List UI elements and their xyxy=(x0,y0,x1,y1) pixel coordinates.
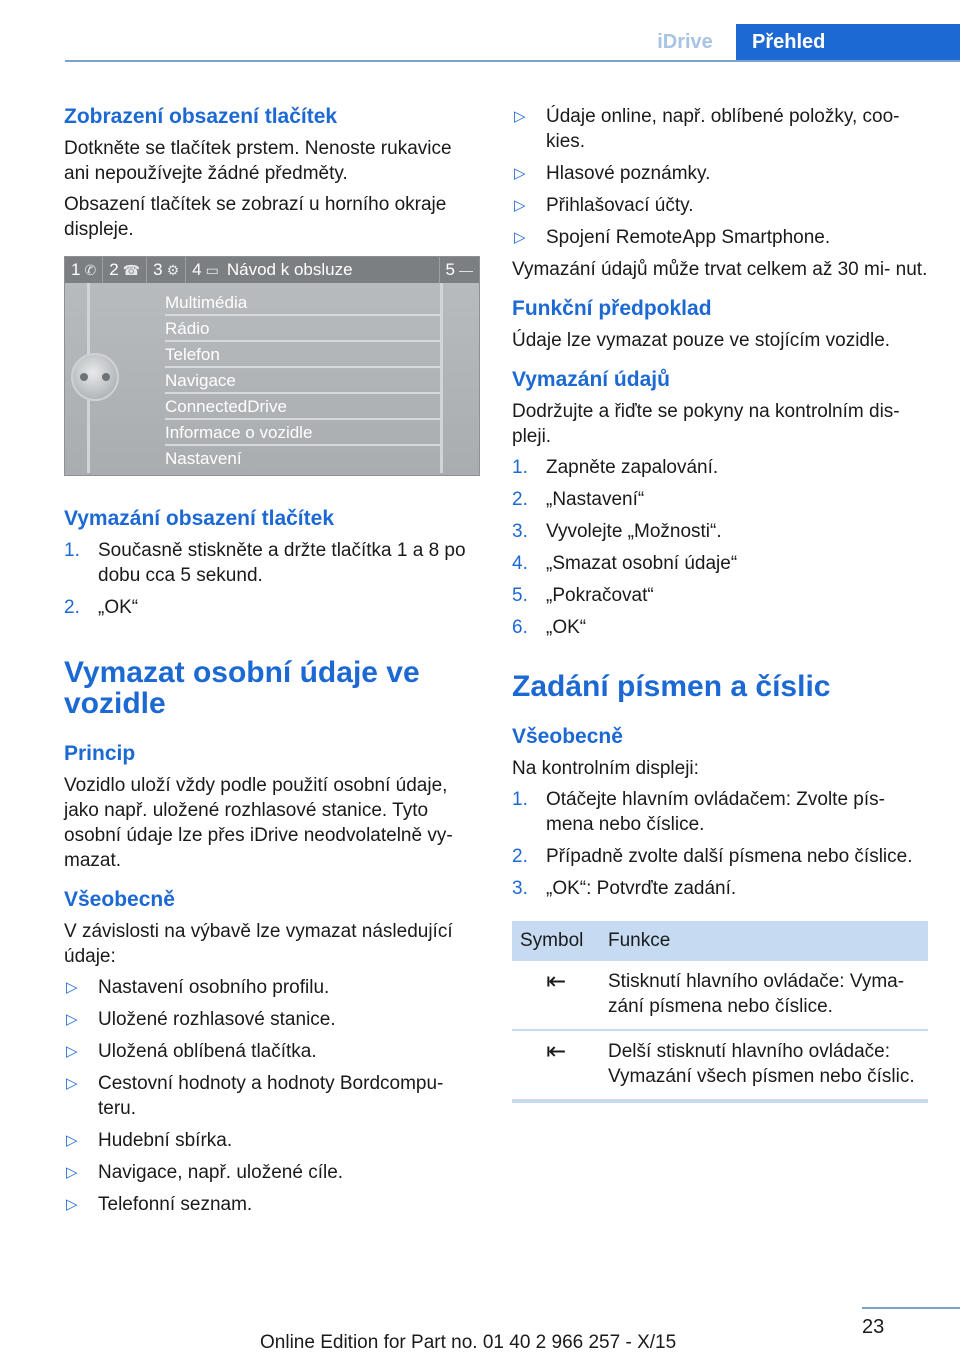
phone-icon: ☎ xyxy=(122,261,141,278)
triangle-bullet-icon: ▷ xyxy=(66,1132,78,1149)
list-item: ▷ Hudební sbírka. xyxy=(66,1130,233,1151)
list-item: 2. „OK“ xyxy=(64,597,139,618)
header-chapter-tab: Přehled xyxy=(736,24,960,60)
delete-arrow-icon: ⇤ xyxy=(512,961,600,1030)
edition-note: Online Edition for Part no. 01 40 2 966 257 - X/15 xyxy=(260,1332,677,1353)
list-item: ▷ Cestovní hodnoty a hodnoty Bordcompu‐ teru. xyxy=(66,1073,444,1119)
symbol-table xyxy=(512,921,928,1103)
list-item: 2. „Nastavení“ xyxy=(512,489,645,510)
list-item: ▷ Telefonní seznam. xyxy=(66,1194,253,1215)
list-item: 2. Případně zvolte další písmena nebo číslice. xyxy=(512,846,913,867)
list-item: ▷ Uložené rozhlasové stanice. xyxy=(66,1009,336,1030)
paragraph-delete-data: Dodržujte a řiďte se pokyny na kontrolním dis‐ pleji. xyxy=(512,401,900,447)
column-header-function: Funkce xyxy=(600,921,928,961)
header-rule xyxy=(65,60,960,62)
paragraph-prerequisite: Údaje lze vymazat pouze ve stojícím vozidle. xyxy=(512,330,891,351)
clear-buttons-steps xyxy=(64,538,480,620)
triangle-bullet-icon: ▷ xyxy=(66,979,78,996)
paragraph-display-top: Obsazení tlačítek se zobrazí u horního okraje displeje. xyxy=(64,194,447,240)
screen-menu-item: ConnectedDrive xyxy=(165,394,441,420)
controller-knob-icon xyxy=(71,353,119,401)
left-column xyxy=(64,104,480,1224)
list-item: 1. Zapněte zapalování. xyxy=(512,457,719,478)
column-header-symbol: Symbol xyxy=(512,921,600,961)
hands-free-icon: ✆ xyxy=(84,261,97,278)
screen-tab-2: 2 ☎ xyxy=(103,257,147,283)
entry-steps xyxy=(512,787,928,901)
paragraph-principle: Vozidlo uloží vždy podle použití osobní údaje, jako např. uložené rozhlasové stanice. Tyto osobní údaje lze přes iDrive neodvolatelně vy‐ mazat. xyxy=(64,775,453,871)
triangle-bullet-icon: ▷ xyxy=(514,197,526,214)
triangle-bullet-icon: ▷ xyxy=(514,229,526,246)
paragraph-touch-buttons: Dotkněte se tlačítek prstem. Nenoste rukavice ani nepoužívejte žádné předměty. xyxy=(64,138,452,184)
table-row xyxy=(512,961,928,1030)
right-column xyxy=(512,104,928,1103)
screen-menu-item: Navigace xyxy=(165,368,441,394)
table-cell-function: Delší stisknutí hlavního ovládače: Vymazání všech písmen nebo číslic. xyxy=(600,1030,928,1101)
table-header-row xyxy=(512,921,928,961)
list-item: 1. Otáčejte hlavním ovládačem: Zvolte pís‐ mena nebo číslice. xyxy=(512,789,885,835)
paragraph-on-display: Na kontrolním displeji: xyxy=(512,758,699,779)
screen-main-menu xyxy=(165,290,441,472)
screen-menu-item: Telefon xyxy=(165,342,441,368)
chapter-title-delete-personal-data: Vymazat osobní údaje ve vozidle xyxy=(64,656,420,720)
list-item: 4. „Smazat osobní údaje“ xyxy=(512,553,738,574)
footer-rule xyxy=(862,1307,960,1309)
list-item: 5. „Pokračovat“ xyxy=(512,585,654,606)
header-section-label: iDrive xyxy=(657,31,713,53)
list-item: 3. „OK“: Potvrďte zadání. xyxy=(512,878,737,899)
idrive-screen-image xyxy=(64,256,480,476)
section-title-general-2: Všeobecně xyxy=(512,725,623,748)
deletable-data-list xyxy=(64,975,480,1217)
list-item: ▷ Nastavení osobního profilu. xyxy=(66,977,330,998)
list-item: ▷ Údaje online, např. oblíbené položky, coo‐ kies. xyxy=(514,106,900,152)
section-title-prerequisite: Funkční předpoklad xyxy=(512,297,712,320)
screen-menu-item: Informace o vozidle xyxy=(165,420,441,446)
section-title-general: Všeobecně xyxy=(64,888,175,911)
gear-icon: ⚙ xyxy=(166,261,180,278)
list-item: ▷ Navigace, např. uložené cíle. xyxy=(66,1162,344,1183)
deletable-data-list-continued xyxy=(512,104,928,250)
screen-menu-item: Multimédia xyxy=(165,290,441,316)
page-number: 23 xyxy=(862,1316,885,1338)
triangle-bullet-icon: ▷ xyxy=(66,1043,78,1060)
list-item: ▷ Spojení RemoteApp Smartphone. xyxy=(514,227,831,248)
table-cell-function: Stisknutí hlavního ovládače: Vyma‐ zání písmena nebo číslice. xyxy=(600,961,928,1030)
list-item: 6. „OK“ xyxy=(512,617,587,638)
list-item: 1. Současně stiskněte a držte tlačítka 1 a 8 po dobu cca 5 sekund. xyxy=(64,540,466,586)
section-title-principle: Princip xyxy=(64,742,136,765)
screen-favorite-bar xyxy=(65,257,479,283)
section-title-button-display: Zobrazení obsazení tlačítek xyxy=(64,105,338,128)
list-item: ▷ Hlasové poznámky. xyxy=(514,163,711,184)
delete-arrow-icon: ⇤ xyxy=(512,1030,600,1101)
section-title-clear-buttons: Vymazání obsazení tlačítek xyxy=(64,507,334,530)
screen-tab-4: 4 ▭ Návod k obsluze xyxy=(186,257,439,283)
list-item: 3. Vyvolejte „Možnosti“. xyxy=(512,521,722,542)
screen-tab-1: 1 ✆ xyxy=(65,257,103,283)
screen-menu-item: Nastavení xyxy=(165,449,242,468)
triangle-bullet-icon: ▷ xyxy=(66,1164,78,1181)
paragraph-general: V závislosti na výbavě lze vymazat následující údaje: xyxy=(64,921,453,967)
screen-tab-5: 5 — xyxy=(445,260,473,279)
table-row xyxy=(512,1030,928,1101)
triangle-bullet-icon: ▷ xyxy=(514,108,526,125)
list-item: ▷ Přihlašovací účty. xyxy=(514,195,694,216)
section-title-delete-data: Vymazání údajů xyxy=(512,368,670,391)
triangle-bullet-icon: ▷ xyxy=(66,1011,78,1028)
minus-icon: — xyxy=(459,262,473,278)
triangle-bullet-icon: ▷ xyxy=(66,1075,78,1092)
chapter-title-letters-numbers: Zadání písmen a číslic xyxy=(512,670,831,703)
triangle-bullet-icon: ▷ xyxy=(66,1196,78,1213)
delete-data-steps xyxy=(512,455,928,640)
triangle-bullet-icon: ▷ xyxy=(514,165,526,182)
list-item: ▷ Uložená oblíbená tlačítka. xyxy=(66,1041,317,1062)
paragraph-erase-duration: Vymazání údajů může trvat celkem až 30 mi‐ nut. xyxy=(512,259,928,280)
car-icon: ▭ xyxy=(205,261,219,278)
screen-tab-3: 3 ⚙ xyxy=(147,257,186,283)
screen-menu-item: Rádio xyxy=(165,316,441,342)
